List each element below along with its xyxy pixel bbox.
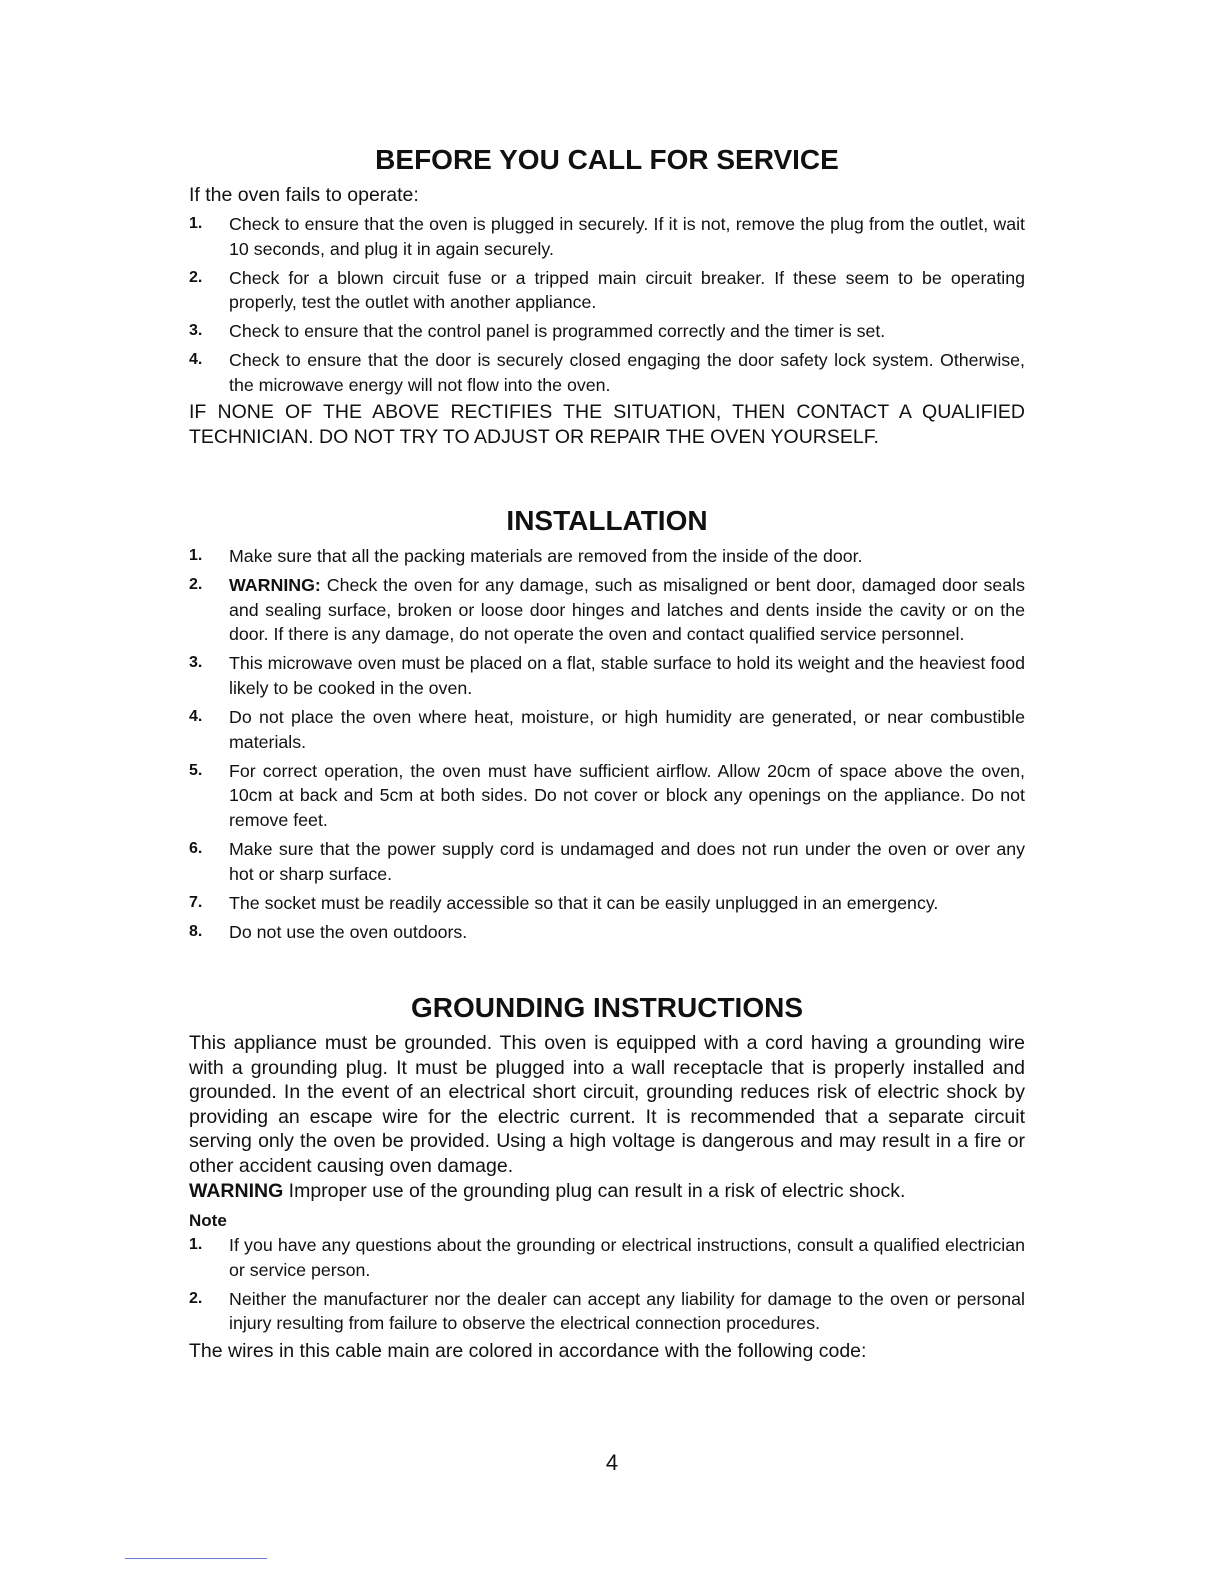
installation-item xyxy=(189,651,1025,700)
item-number: 4. xyxy=(189,351,203,369)
item-number: 7. xyxy=(189,893,203,911)
service-closing: IF NONE OF THE ABOVE RECTIFIES THE SITUATION, THEN CONTACT A QUALIFIED TECHNICIAN. DO NOT TRY TO ADJUST OR REPAIR THE OVEN YOURSELF. xyxy=(189,401,1025,448)
service-intro: If the oven fails to operate: xyxy=(189,184,419,206)
item-number: 1. xyxy=(189,215,203,232)
item-text: Neither the manufacturer nor the dealer can accept any liability for damage to the oven or personal injury resulting from failure to observe the electrical connection procedures. xyxy=(229,1288,1025,1334)
warning-text: Improper use of the grounding plug can result in a risk of electric shock. xyxy=(283,1180,906,1202)
item-text: Make sure that the power supply cord is undamaged and does not run under the oven or over any hot or sharp surface. xyxy=(229,839,1025,884)
service-item xyxy=(189,212,1025,261)
item-number: 4. xyxy=(189,708,203,726)
item-number: 3. xyxy=(189,654,203,672)
item-text: Do not use the oven outdoors. xyxy=(229,921,468,942)
grounding-closing: The wires in this cable main are colored in accordance with the following code: xyxy=(189,1340,867,1362)
item-text: The socket must be readily accessible so that it can be easily unplugged in an emergency. xyxy=(229,892,939,913)
item-number: 6. xyxy=(189,840,203,858)
item-text: For correct operation, the oven must have sufficient airflow. Allow 20cm of space above the oven, 10cm at back and 5cm at both sides. Do not cover or block any openings on the appliance. Do not remove feet. xyxy=(229,760,1025,830)
grounding-title: GROUNDING INSTRUCTIONS xyxy=(411,992,803,1023)
note-item xyxy=(189,1287,1025,1336)
item-number: 2. xyxy=(189,1289,203,1307)
service-item xyxy=(189,348,1025,397)
grounding-body: This appliance must be grounded. This oven is equipped with a cord having a grounding wire with a grounding plug. It must be plugged into a wall receptacle that is properly installed and grounded. In the event of an electrical short circuit, grounding reduces risk of electric shock by providing an escape wire for the electric current. It is recommended that a separate circuit serving only the oven be provided. Using a high voltage is dangerous and may result in a fire or other accident causing oven damage. xyxy=(189,1032,1025,1177)
item-number: 1. xyxy=(189,547,203,564)
warning-label: WARNING: xyxy=(229,575,321,596)
warning-label: WARNING xyxy=(189,1180,284,1202)
item-text: This microwave oven must be placed on a flat, stable surface to hold its weight and the heaviest food likely to be cooked in the oven. xyxy=(229,653,1025,698)
installation-item xyxy=(189,544,1025,569)
installation-item xyxy=(189,891,1025,916)
item-text: Check the oven for any damage, such as misaligned or bent door, damaged door seals and sealing surface, broken or loose door hinges and latches and dents inside the cavity or on the door. If there is any damage, do not operate the oven and contact qualified service personnel. xyxy=(229,575,1025,645)
item-text: Check to ensure that the oven is plugged in securely. If it is not, remove the plug from the outlet, wait 10 seconds, and plug it in again securely. xyxy=(229,214,1025,259)
item-text: Do not place the oven where heat, moisture, or high humidity are generated, or near combustible materials. xyxy=(229,707,1025,752)
item-number: 8. xyxy=(189,922,203,940)
service-item xyxy=(189,266,1025,315)
item-text: Check to ensure that the door is securely closed engaging the door safety lock system. Otherwise, the microwave energy will not flow into the oven. xyxy=(229,350,1025,396)
note-label: Note xyxy=(189,1211,227,1230)
installation-item xyxy=(189,920,1025,945)
grounding-notes xyxy=(189,1233,1025,1336)
page-number: 4 xyxy=(605,1450,619,1475)
item-number: 2. xyxy=(189,268,203,286)
item-text: Check to ensure that the control panel is programmed correctly and the timer is set. xyxy=(229,321,886,342)
item-text: Make sure that all the packing materials are removed from the inside of the door. xyxy=(229,546,863,566)
grounding-warning xyxy=(189,1179,1025,1204)
item-number: 3. xyxy=(189,322,203,340)
installation-item xyxy=(189,705,1025,754)
service-list xyxy=(189,212,1025,398)
footer-rule xyxy=(125,1558,267,1559)
installation-list xyxy=(189,544,1025,944)
item-number: 5. xyxy=(189,761,203,779)
service-item xyxy=(189,319,1025,344)
installation-item xyxy=(189,573,1025,647)
item-text: If you have any questions about the grounding or electrical instructions, consult a qualified electrician or service person. xyxy=(229,1235,1025,1280)
item-number: 2. xyxy=(189,576,203,594)
installation-item xyxy=(189,759,1025,833)
item-number: 1. xyxy=(189,1236,203,1253)
installation-title: INSTALLATION xyxy=(506,505,708,536)
installation-item xyxy=(189,837,1025,886)
item-text: Check for a blown circuit fuse or a tripped main circuit breaker. If these seem to be operating properly, test the outlet with another appliance. xyxy=(229,267,1025,313)
service-title: BEFORE YOU CALL FOR SERVICE xyxy=(375,144,839,175)
note-item xyxy=(189,1233,1025,1282)
